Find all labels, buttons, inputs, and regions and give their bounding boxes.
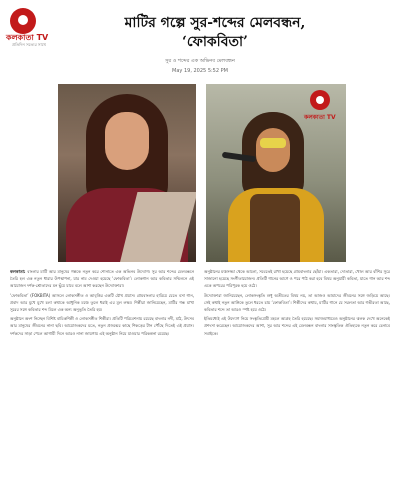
headline-line-1: মাটির গল্পে সুর-শব্দের মেলবন্ধন,: [124, 15, 306, 31]
article-paragraph-text: বাংলার মাটি আর মানুষের গল্পকে নতুন করে শোনাতে এক অভিনব উদ্যোগ। সুর আর শব্দের মেলবন্ধনে তৈরি হল এক নতুন ধারার উপস্থাপনা, যার নাম দেওয়া হয়েছে ‘ফোকবিতা’। লোকগান আর কবিতার সম্মিলনে এই আয়োজন দর্শক-শ্রোতাদের মন ছুঁয়ে যাবে বলে আশা করছেন উদ্যোক্তারা।: [10, 269, 194, 289]
article-paragraph: অনুষ্ঠানের মঞ্চসজ্জা থেকে আলো, সবেতেই রাখা হয়েছে গ্রামবাংলার ছোঁয়া। একতারা, দোতারা, খোল আর বাঁশির সুরে সাজানো হয়েছে সংগীতায়োজন। প্রতিটি গানের আগে ও পরে পাঠ করা হবে বিষয় অনুযায়ী কবিতা, যাতে গান আর শব্দ একে অপরের পরিপূরক হয়ে ওঠে।: [204, 269, 390, 289]
singer-facepaint-shape: [260, 138, 286, 148]
singer-photo: [206, 84, 346, 262]
watermark-text: কলকাতা TV: [304, 114, 336, 121]
logo-mark-icon: [10, 8, 36, 34]
site-logo[interactable]: [6, 8, 76, 47]
headline-line-2: ‘ফোকবিতা’: [182, 34, 248, 50]
article-paragraph: ‘ফোকবিতা’ (FOKBITA) আসলে লোকসঙ্গীত ও আবৃত্তির একটি যৌথ প্রয়াস। গ্রামবাংলার হারিয়ে যেতে বসা গান, প্রবাদ আর মুখে মুখে চলা কথাকে আধুনিক মঞ্চে তুলে ধরাই এর মূল লক্ষ্য। শিল্পীরা জানিয়েছেন, মাটির গন্ধ মাখা সুরের সঙ্গে কবিতার শব্দ মিলে এক অন্য অনুভূতি তৈরি হয়।: [10, 292, 194, 313]
logo-tagline: প্রতিদিন সত্যের সাথে: [12, 42, 46, 47]
article-date: May 19, 2025 5:52 PM: [172, 68, 228, 74]
article-column-right: [204, 268, 390, 494]
article-headline: [90, 14, 340, 52]
article-paragraph: ইতিমধ্যেই এই উদ্যোগ নিয়ে সংস্কৃতিপ্রেমী মহলে আগ্রহ তৈরি হয়েছে। সমাজমাধ্যমেও অনুষ্ঠানের ঝলক দেখে অনেকেই প্রশংসা করেছেন। আয়োজকদের আশা, সুর আর শব্দের এই মেলবন্ধন বাংলার সাংস্কৃতিক ঐতিহ্যকে নতুন করে চেনাবে সবাইকে।: [204, 316, 390, 336]
logo-text: কলকাতা TV: [6, 33, 49, 42]
singer-vest-shape: [250, 194, 300, 262]
article-paragraph: উদ্যোক্তারা জানিয়েছেন, লোকসংস্কৃতি শুধু অতীতের বিষয় নয়, তা আজও আমাদের জীবনের সঙ্গে জড়িয়ে আছে। সেই কথাই নতুন আঙ্গিকে তুলে ধরতে চায় ‘ফোকবিতা’। শিল্পীদের কথায়, মাটির গানে যে সরলতা আর গভীরতা আছে, কবিতার শব্দে তা আরও স্পষ্ট হয়ে ওঠে।: [204, 292, 390, 313]
article-paragraph: অনুষ্ঠানে অংশ নিচ্ছেন বিশিষ্ট বাচিকশিল্পী ও লোকসঙ্গীত শিল্পীরা। প্রতিটি পরিবেশনায় রয়েছে বাংলার নদী, মাঠ, উৎসব আর মানুষের জীবনের নানা ছবি। আয়োজকদের মতে, নতুন প্রজন্মের কাছে শিকড়ের টান পৌঁছে দিতেই এই প্রয়াস। দর্শকদের সাড়া পেলে আগামী দিনে আরও নানা জায়গায় এই অনুষ্ঠান নিয়ে যাওয়ার পরিকল্পনা রয়েছে।: [10, 316, 194, 336]
photo-face-shape: [105, 112, 149, 170]
watermark-logo-icon: [310, 90, 330, 110]
article-byline: সুর ও শব্দের এক অভিনব মেলবন্ধন: [165, 58, 235, 64]
actress-photo: [58, 84, 196, 262]
singer-face-shape: [256, 128, 290, 172]
article-column-left: [10, 268, 194, 494]
article-paragraph: [10, 268, 194, 290]
article-dateline-place: কলকাতা:: [10, 269, 26, 274]
